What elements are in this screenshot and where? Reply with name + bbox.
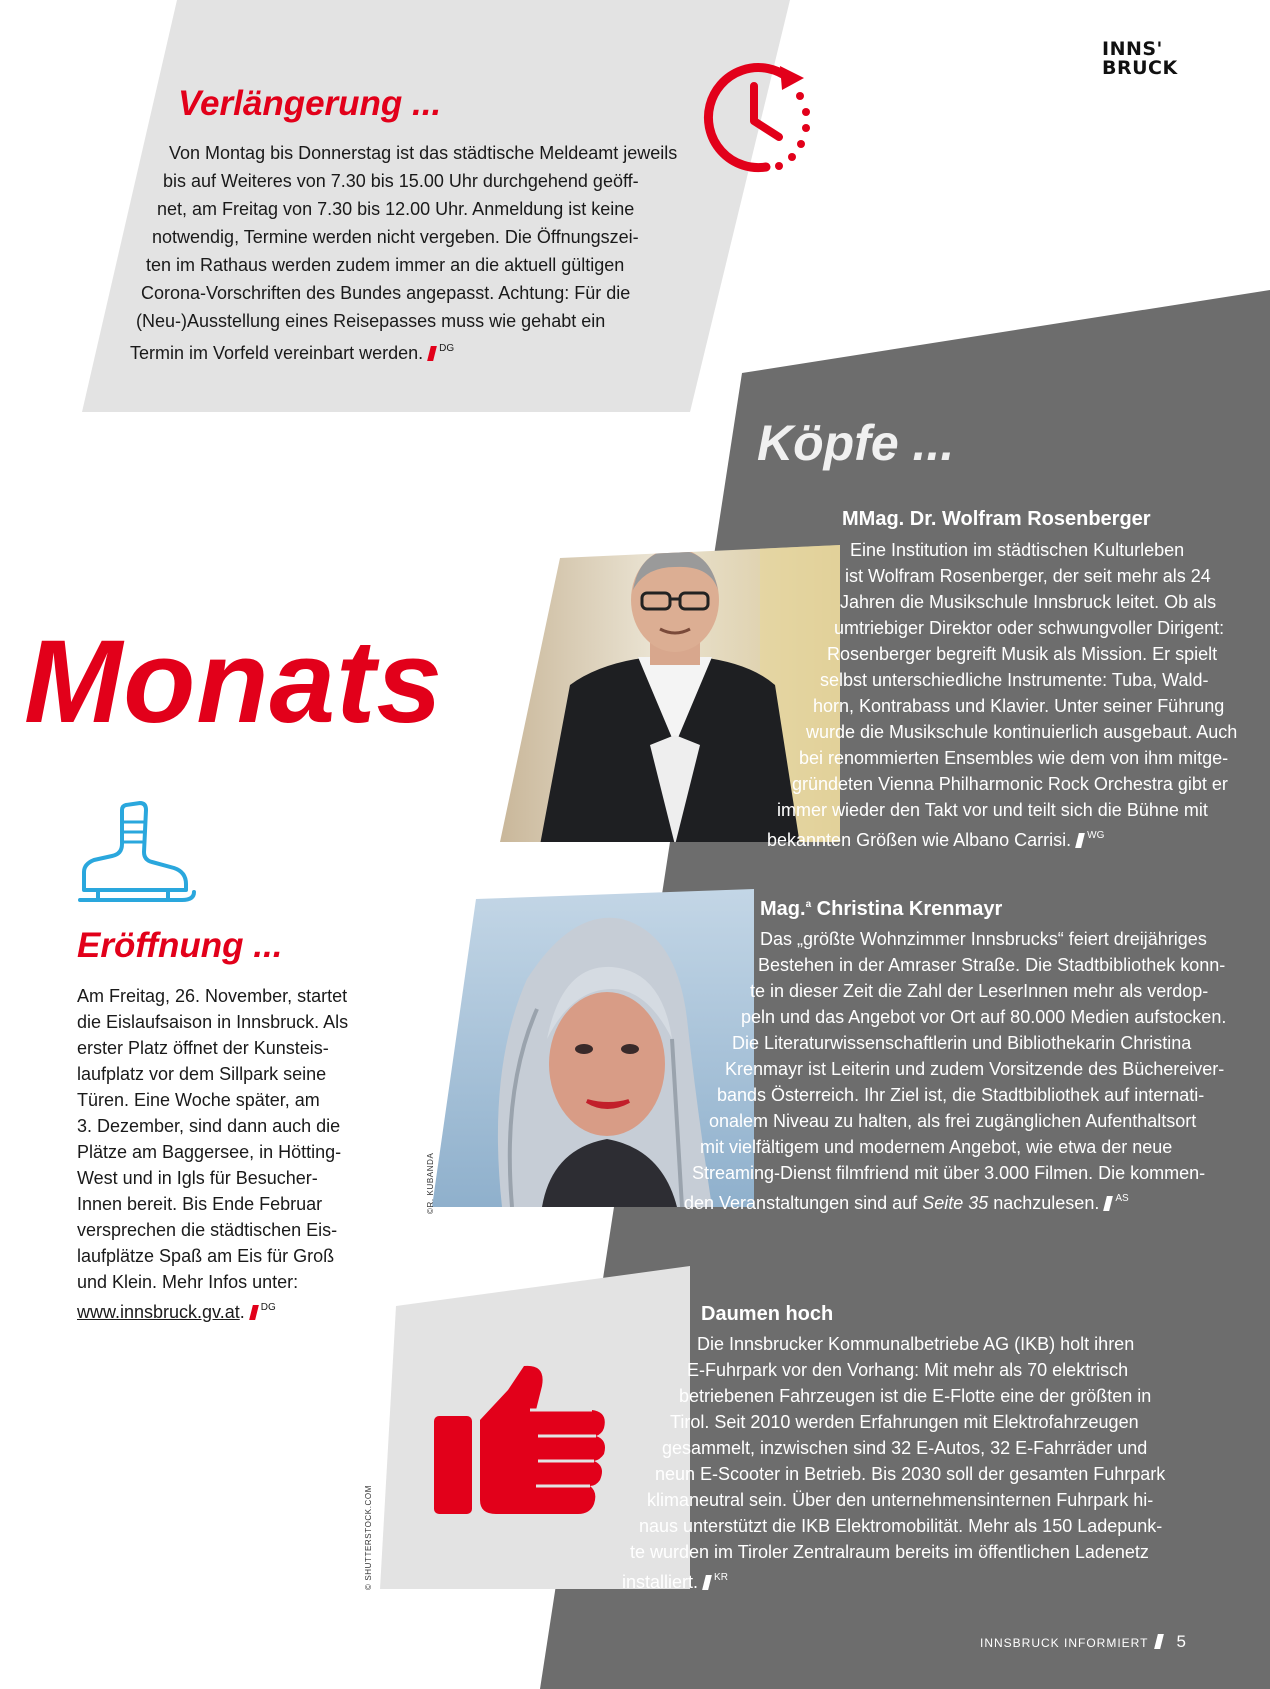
krenmayr-name xyxy=(760,898,1002,921)
author-tag: DG xyxy=(260,1302,276,1313)
separator-slash xyxy=(1103,1196,1113,1211)
eroeffnung-line: Am Freitag, 26. November, startet xyxy=(77,986,348,1006)
thumbs-up-icon xyxy=(432,1364,610,1516)
verlaengerung-line: ten im Rathaus werden zudem immer an die aktuell gültigen xyxy=(146,255,625,275)
logo-line-2: BRUCK xyxy=(1102,57,1178,79)
daumen-line: Tirol. Seit 2010 werden Erfahrungen mit Elektrofahrzeugen xyxy=(670,1412,1139,1432)
krenmayr-line: mit vielfältigem und modernem Angebot, wie etwa der neue xyxy=(700,1137,1173,1157)
verlaengerung-line: Corona-Vorschriften des Bundes angepasst. Achtung: Für die xyxy=(141,283,631,303)
innsbruck-logo xyxy=(1102,40,1178,78)
verlaengerung-line: notwendig, Termine werden nicht vergeben. Die Öffnungszei- xyxy=(152,227,639,247)
daumen-line: installiert. xyxy=(622,1572,699,1592)
rosenberger-line: Jahren die Musikschule Innsbruck leitet. Ob als xyxy=(840,592,1217,612)
krenmayr-line: peln und das Angebot vor Ort auf 80.000 Medien aufstocken. xyxy=(741,1007,1227,1027)
daumen-line: Die Innsbrucker Kommunalbetriebe AG (IKB) holt ihren xyxy=(697,1334,1135,1354)
eroeffnung-line: Innen bereit. Bis Ende Februar xyxy=(77,1194,323,1214)
daumen-line: neun E-Scooter in Betrieb. Bis 2030 soll der gesamten Fuhrpark xyxy=(655,1464,1166,1484)
daumen-last-line xyxy=(622,1565,728,1595)
separator-slash xyxy=(702,1575,712,1590)
rosenberger-line: immer wieder den Takt vor und teilt sich die Bühne mit xyxy=(777,800,1208,820)
footer xyxy=(980,1632,1187,1652)
author-tag: KR xyxy=(714,1572,728,1583)
verlaengerung-line: Termin im Vorfeld vereinbart werden. xyxy=(130,343,424,363)
rosenberger-line: horn, Kontrabass und Klavier. Unter seiner Führung xyxy=(813,696,1225,716)
krenmayr-line: te in dieser Zeit die Zahl der LeserInnen mehr als verdop- xyxy=(750,981,1209,1001)
eroeffnung-heading: Eröffnung ... xyxy=(77,926,283,965)
eroeffnung-body xyxy=(77,983,348,1325)
innsbruck-website-link[interactable]: www.innsbruck.gv.at xyxy=(77,1302,240,1322)
rosenberger-line: Rosenberger begreift Musik als Mission. Er spielt xyxy=(827,644,1218,664)
eroeffnung-line: Türen. Eine Woche später, am xyxy=(77,1090,320,1110)
krenmayr-line: Krenmayr ist Leiterin und zudem Vorsitzende des Büchereiver- xyxy=(725,1059,1225,1079)
krenmayr-last-line xyxy=(684,1186,1129,1216)
rosenberger-line: selbst unterschiedliche Instrumente: Tuba, Wald- xyxy=(820,670,1209,690)
page-number: 5 xyxy=(1176,1632,1187,1651)
daumen-heading: Daumen hoch xyxy=(701,1303,834,1325)
krenmayr-name-prefix: Mag. xyxy=(760,898,806,920)
verlaengerung-line: net, am Freitag von 7.30 bis 12.00 Uhr. Anmeldung ist keine xyxy=(157,199,635,219)
verlaengerung-line: bis auf Weiteres von 7.30 bis 15.00 Uhr durchgehend geöff- xyxy=(163,171,639,191)
verlaengerung-heading: Verlängerung ... xyxy=(178,84,442,123)
rosenberger-name: MMag. Dr. Wolfram Rosenberger xyxy=(842,508,1151,530)
logo-line-1: INNS' xyxy=(1102,38,1163,60)
eroeffnung-last-line xyxy=(77,1295,348,1325)
koepfe-heading: Köpfe ... xyxy=(757,415,955,471)
eroeffnung-line: laufplätze Spaß am Eis für Groß xyxy=(77,1246,335,1266)
daumen-line: te wurden im Tiroler Zentralraum bereits im öffentlichen Ladenetz xyxy=(630,1542,1149,1562)
daumen-line: naus unterstützt die IKB Elektromobilität. Mehr als 150 Ladepunk- xyxy=(639,1516,1163,1536)
daumen-line: klimaneutral sein. Über den unternehmensinternen Fuhrpark hi- xyxy=(647,1490,1154,1510)
eroeffnung-line: erster Platz öffnet der Kunsteis- xyxy=(77,1038,329,1058)
verlaengerung-line: (Neu-)Ausstellung eines Reisepasses muss wie gehabt ein xyxy=(136,311,606,331)
eroeffnung-line: die Eislaufsaison in Innsbruck. Als xyxy=(77,1012,349,1032)
ice-skate-icon xyxy=(78,800,198,910)
krenmayr-line: Streaming-Dienst filmfriend mit über 3.000 Filmen. Die kommen- xyxy=(692,1163,1206,1183)
author-tag: DG xyxy=(439,343,455,354)
separator-slash xyxy=(1075,833,1085,848)
krenmayr-line: bands Österreich. Ihr Ziel ist, die Stadtbibliothek auf internati- xyxy=(717,1085,1205,1105)
krenmayr-photo-credit: ©R. KUBANDA xyxy=(426,1152,435,1214)
rosenberger-last-line xyxy=(767,823,1104,853)
krenmayr-line: nachzulesen. xyxy=(988,1193,1100,1213)
krenmayr-line: Das „größte Wohnzimmer Innsbrucks“ feiert dreijähriges xyxy=(760,929,1207,949)
eroeffnung-line: laufplatz vor dem Sillpark seine xyxy=(77,1064,327,1084)
rosenberger-line: wurde die Musikschule kontinuierlich ausgebaut. Auch xyxy=(806,722,1238,742)
page-reference: Seite 35 xyxy=(922,1193,989,1213)
krenmayr-line: den Veranstaltungen sind auf xyxy=(684,1193,923,1213)
footer-label: INNSBRUCK INFORMIERT xyxy=(980,1636,1149,1650)
eroeffnung-line: . xyxy=(239,1302,245,1322)
eroeffnung-line: und Klein. Mehr Infos unter: xyxy=(77,1272,299,1292)
rosenberger-line: Eine Institution im städtischen Kulturleben xyxy=(850,540,1185,560)
clock-arrow-icon xyxy=(692,58,818,180)
eroeffnung-line: Plätze am Baggersee, in Hötting- xyxy=(77,1142,342,1162)
eroeffnung-line: West und in Igls für Besucher- xyxy=(77,1168,318,1188)
separator-slash xyxy=(1155,1634,1165,1649)
rosenberger-line: umtriebiger Direktor oder schwungvoller Dirigent: xyxy=(834,618,1225,638)
rosenberger-line: bekannten Größen wie Albano Carrisi. xyxy=(767,830,1072,850)
krenmayr-line: Die Literaturwissenschaftlerin und Bibliothekarin Christina xyxy=(732,1033,1192,1053)
rosenberger-line: gründeten Vienna Philharmonic Rock Orchestra gibt er xyxy=(792,774,1228,794)
krenmayr-name-sup: a xyxy=(805,899,812,910)
daumen-line: betriebenen Fahrzeugen ist die E-Flotte eine der größten in xyxy=(679,1386,1152,1406)
krenmayr-line: Bestehen in der Amraser Straße. Die Stadtbibliothek konn- xyxy=(758,955,1226,975)
verlaengerung-last-line xyxy=(130,336,454,366)
rosenberger-line: ist Wolfram Rosenberger, der seit mehr als 24 xyxy=(845,566,1211,586)
monats-heading: Monats xyxy=(24,616,443,748)
eroeffnung-line: 3. Dezember, sind dann auch die xyxy=(77,1116,341,1136)
author-tag: AS xyxy=(1115,1193,1129,1204)
separator-slash xyxy=(249,1305,259,1320)
separator-slash xyxy=(427,346,437,361)
rosenberger-photo-credit: © W. GIULIANI xyxy=(467,744,476,806)
daumen-line: gesammelt, inzwischen sind 32 E-Autos, 32 E-Fahrräder und xyxy=(662,1438,1148,1458)
krenmayr-line: onalem Niveau zu halten, als frei zugänglichen Aufenthaltsort xyxy=(709,1111,1197,1131)
verlaengerung-line: Von Montag bis Donnerstag ist das städtische Meldeamt jeweils xyxy=(169,143,678,163)
rosenberger-line: bei renommierten Ensembles wie dem von ihm mitge- xyxy=(799,748,1229,768)
eroeffnung-line: versprechen die städtischen Eis- xyxy=(77,1220,338,1240)
daumen-photo-credit: © SHUTTERSTOCK.COM xyxy=(364,1485,373,1590)
author-tag: WG xyxy=(1087,830,1105,841)
krenmayr-name-rest: Christina Krenmayr xyxy=(811,898,1003,920)
daumen-line: E-Fuhrpark vor den Vorhang: Mit mehr als 70 elektrisch xyxy=(687,1360,1129,1380)
